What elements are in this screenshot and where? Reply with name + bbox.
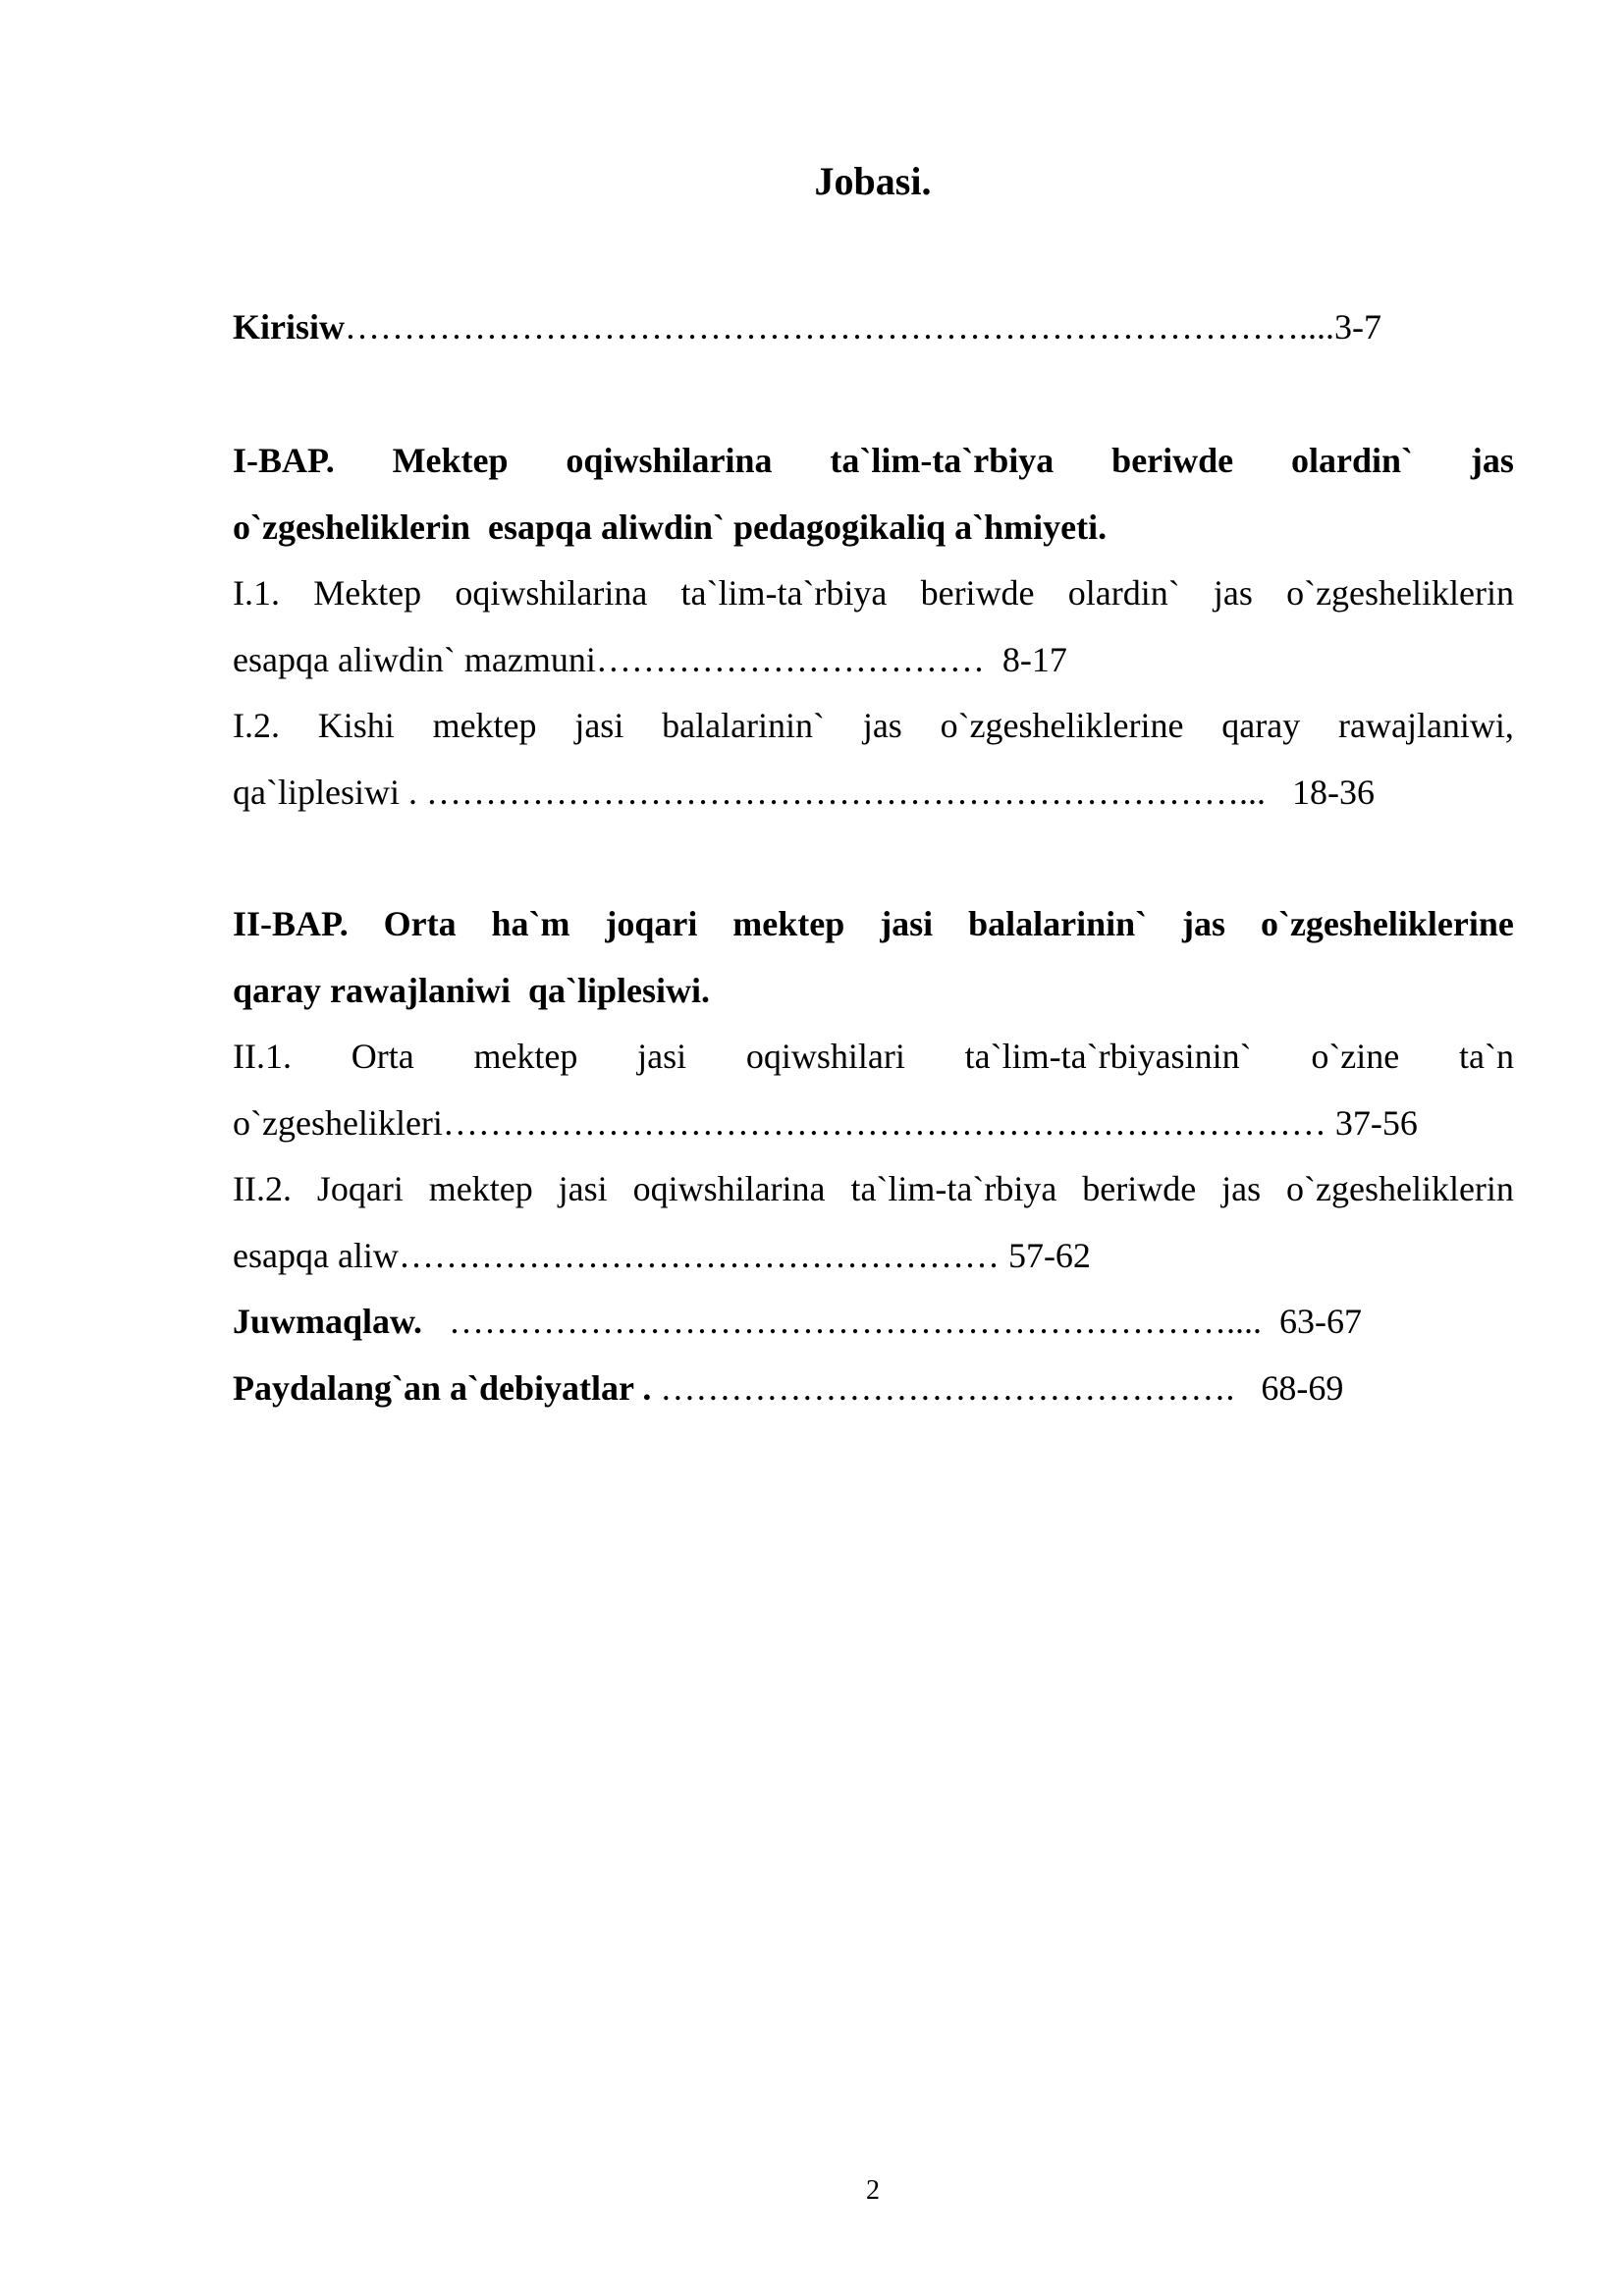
toc-word: o`zgesheliklerin: [1286, 573, 1514, 613]
section-2-2-line-2: [233, 1223, 1514, 1290]
section-1-2-line-2: [233, 760, 1514, 827]
toc-word: II.1.: [233, 1037, 292, 1076]
toc-word: balalarinin`: [662, 706, 826, 745]
toc-word: Mektep: [392, 441, 509, 480]
page-number: 2: [866, 2175, 880, 2206]
toc-intro-label: Kirisiw: [233, 307, 345, 347]
toc-word: rawajlaniwi,: [1338, 706, 1514, 745]
toc-word: jasi: [558, 1169, 608, 1208]
toc-word: jasi: [637, 1037, 687, 1076]
section-1-1-line-2: [233, 627, 1514, 694]
toc-intro-dots: ………………………………………………………………………....: [345, 307, 1334, 347]
toc-word: ta`lim-ta`rbiya: [680, 573, 888, 613]
section-2-2-text: esapqa aliw: [233, 1235, 399, 1275]
toc-word: mektep: [732, 904, 845, 943]
toc-word: Orta: [383, 904, 457, 943]
toc-word: beriwde: [1111, 441, 1234, 480]
toc-word: jasi: [574, 706, 624, 745]
toc-word: o`zgesheliklerin: [1286, 1169, 1514, 1208]
toc-word: II-BAP.: [233, 904, 349, 943]
section-2-1-dots: …………………………………………………………………: [442, 1102, 1326, 1143]
toc-word: jas: [862, 706, 902, 745]
section-1-2-line-1: [233, 693, 1514, 760]
toc-word: Mektep: [313, 573, 422, 613]
toc-word: o`zgesheliklerine: [940, 706, 1184, 745]
section-1-2-text: qa`liplesiwi .: [233, 772, 426, 812]
toc-word: ta`n: [1459, 1037, 1514, 1076]
toc-word: joqari: [605, 904, 698, 943]
toc-entry-references: [233, 1356, 1514, 1422]
references-label: Paydalang`an a`debiyatlar .: [233, 1367, 652, 1408]
page-title: Jobasi.: [814, 159, 932, 203]
section-1-1-dots: ……………………………: [595, 639, 994, 679]
section-1-1-pages: 8-17: [1001, 639, 1067, 679]
toc-word: mektep: [473, 1037, 578, 1076]
section-1-2-pages: 18-36: [1291, 772, 1375, 812]
toc-chapter-1: [233, 428, 1514, 826]
chapter-2-heading-line-1: [233, 891, 1514, 958]
toc-word: oqiwshilarina: [455, 573, 648, 613]
toc-word: I.1.: [233, 573, 280, 613]
toc-chapter-2: [233, 891, 1514, 1421]
toc-word: oqiwshilarina: [632, 1169, 826, 1208]
section-2-2-line-1: [233, 1156, 1514, 1223]
toc-word: ta`lim-ta`rbiyasinin`: [964, 1037, 1252, 1076]
toc-word: oqiwshilari: [745, 1037, 905, 1076]
toc-word: oqiwshilarina: [566, 441, 773, 480]
toc-word: olardin`: [1067, 573, 1180, 613]
section-1-2-dots: ……………………………………………………………...: [425, 772, 1266, 812]
toc-word: I.2.: [233, 706, 280, 745]
section-1-1-line-1: [233, 561, 1514, 627]
toc-word: beriwde: [1082, 1169, 1197, 1208]
toc-entry-intro: [233, 294, 1514, 361]
toc-word: ta`lim-ta`rbiya: [850, 1169, 1057, 1208]
toc-word: ta`lim-ta`rbiya: [830, 441, 1055, 480]
toc-word: balalarinin`: [968, 904, 1148, 943]
toc-intro-pages: 3-7: [1334, 307, 1381, 347]
toc-entry-conclusion: [233, 1289, 1514, 1356]
toc-word: mektep: [428, 1169, 533, 1208]
toc-word: mektep: [432, 706, 537, 745]
chapter-1-heading-line-1: [233, 428, 1514, 495]
section-2-1-line-1: [233, 1024, 1514, 1091]
toc-word: Kishi: [317, 706, 395, 745]
toc-word: I-BAP.: [233, 441, 335, 480]
toc-word: Orta: [351, 1037, 414, 1076]
toc-word: jas: [1213, 573, 1253, 613]
toc-word: jas: [1470, 441, 1514, 480]
toc-word: olardin`: [1291, 441, 1414, 480]
toc-word: ha`m: [491, 904, 570, 943]
toc-word: jasi: [880, 904, 934, 943]
chapter-2-heading-line-2: qaray rawajlaniwi qa`liplesiwi.: [233, 970, 711, 1010]
references-pages: 68-69: [1261, 1367, 1344, 1408]
toc-word: o`zine: [1311, 1037, 1400, 1076]
conclusion-dots: …………………………………………………………....: [449, 1302, 1263, 1341]
section-2-1-text: o`zgeshelikleri: [233, 1102, 443, 1143]
conclusion-pages: 63-67: [1279, 1302, 1363, 1341]
toc-word: beriwde: [920, 573, 1035, 613]
toc-word: jas: [1221, 1169, 1262, 1208]
chapter-1-heading-line-2: o`zgesheliklerin esapqa aliwdin` pedagogikaliq a`hmiyeti.: [233, 507, 1108, 547]
toc-word: o`zgesheliklerine: [1260, 904, 1514, 943]
references-dots: ………………………………………….: [660, 1367, 1244, 1408]
conclusion-label: Juwmaqlaw.: [233, 1302, 423, 1341]
toc-word: jas: [1182, 904, 1226, 943]
toc-word: II.2.: [233, 1169, 292, 1208]
toc-word: Joqari: [316, 1169, 404, 1208]
section-2-1-line-2: [233, 1091, 1514, 1157]
toc-word: qaray: [1221, 706, 1301, 745]
section-2-2-dots: ……………………………………………: [398, 1235, 1000, 1275]
section-1-1-text: esapqa aliwdin` mazmuni: [233, 639, 596, 679]
section-2-2-pages: 57-62: [1007, 1235, 1091, 1275]
section-2-1-pages: 37-56: [1334, 1102, 1418, 1143]
